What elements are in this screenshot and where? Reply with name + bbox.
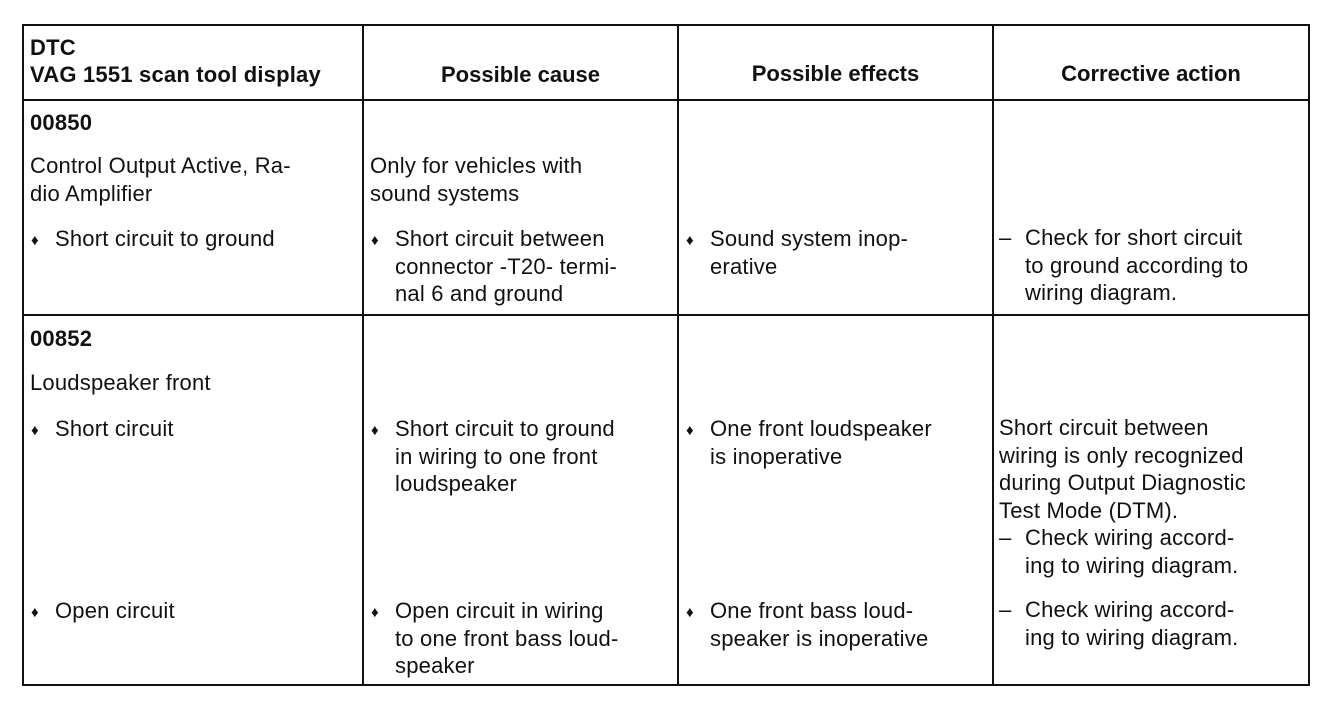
action-note-line: during Output Diagnostic	[999, 470, 1246, 495]
bullet-icon: ♦	[371, 422, 379, 439]
bullet-icon: ♦	[371, 232, 379, 249]
cause-short-circuit-front-speaker	[395, 415, 615, 498]
table-border-bottom	[22, 684, 1310, 686]
dtc-description-00852: Loudspeaker front	[30, 370, 211, 395]
action-line: ing to wiring diagram.	[1025, 552, 1239, 578]
dtc-description-00850	[30, 152, 291, 207]
cause-line: to one front bass loud-	[395, 625, 619, 651]
dtc-symptom-open-circuit: Open circuit	[55, 598, 175, 623]
cause-intro-line1: Only for vehicles with	[370, 153, 583, 178]
cause-line: Short circuit between	[395, 226, 605, 251]
effect-bass-speaker-inoperative	[710, 597, 928, 652]
action-line: wiring diagram.	[1025, 280, 1178, 305]
action-check-wiring	[1025, 524, 1239, 579]
action-note-line: Short circuit between	[999, 415, 1209, 440]
action-line: ing to wiring diagram.	[1025, 624, 1239, 650]
cause-intro-00850	[370, 152, 582, 207]
effect-line: One front bass loud-	[710, 598, 914, 623]
bullet-icon: ♦	[31, 422, 39, 439]
cause-line: in wiring to one front	[395, 443, 598, 469]
effect-line: erative	[710, 253, 778, 279]
header-dtc	[30, 34, 321, 88]
effect-line: is inoperative	[710, 443, 843, 469]
column-divider-1	[362, 24, 364, 686]
cause-intro-line2: sound systems	[370, 180, 520, 206]
column-divider-3	[992, 24, 994, 686]
action-note-dtm	[999, 414, 1246, 524]
header-corrective-action: Corrective action	[1061, 61, 1241, 86]
effect-line: Sound system inop-	[710, 226, 909, 251]
action-line: to ground according to	[1025, 252, 1249, 278]
dtc-code-00850: 00850	[30, 110, 93, 135]
dtc-symptom-short-circuit: Short circuit	[55, 416, 174, 441]
action-note-line: wiring is only recognized	[999, 442, 1244, 468]
column-divider-right	[1308, 24, 1310, 686]
dash-icon: –	[999, 597, 1012, 622]
header-dtc-line1: DTC	[30, 35, 76, 60]
dtc-description-line2: dio Amplifier	[30, 180, 153, 206]
dash-icon: –	[999, 525, 1012, 550]
column-divider-left	[22, 24, 24, 686]
cause-open-circuit-bass-speaker	[395, 597, 619, 680]
cause-line: Open circuit in wiring	[395, 598, 604, 623]
dash-icon: –	[999, 225, 1012, 250]
effect-line: speaker is inoperative	[710, 625, 929, 651]
bullet-icon: ♦	[686, 604, 694, 621]
effect-sound-system-inoperative	[710, 225, 908, 280]
cause-line: connector -T20- termi-	[395, 253, 618, 279]
action-check-wiring-open	[1025, 596, 1239, 651]
cause-line: loudspeaker	[395, 471, 518, 496]
cause-line: Short circuit to ground	[395, 416, 615, 441]
action-line: Check wiring accord-	[1025, 597, 1235, 622]
dtc-symptom-short-to-ground: Short circuit to ground	[55, 226, 275, 251]
group-divider	[22, 314, 1310, 316]
dtc-code-00852: 00852	[30, 326, 93, 351]
dtc-description-line1: Control Output Active, Ra-	[30, 153, 291, 178]
cause-short-to-ground	[395, 225, 617, 308]
effect-front-speaker-inoperative	[710, 415, 932, 470]
action-line: Check for short circuit	[1025, 225, 1243, 250]
action-line: Check wiring accord-	[1025, 525, 1235, 550]
table-border-top	[22, 24, 1310, 26]
column-divider-2	[677, 24, 679, 686]
header-dtc-line2: VAG 1551 scan tool display	[30, 62, 321, 87]
bullet-icon: ♦	[371, 604, 379, 621]
action-check-short-to-ground	[1025, 224, 1248, 307]
bullet-icon: ♦	[31, 232, 39, 249]
cause-line: speaker	[395, 653, 475, 678]
effect-line: One front loudspeaker	[710, 416, 932, 441]
bullet-icon: ♦	[686, 422, 694, 439]
header-possible-cause: Possible cause	[441, 62, 600, 87]
cause-line: nal 6 and ground	[395, 281, 564, 306]
header-divider	[22, 99, 1310, 101]
action-note-line: Test Mode (DTM).	[999, 497, 1179, 523]
bullet-icon: ♦	[686, 232, 694, 249]
header-possible-effects: Possible effects	[751, 61, 920, 86]
bullet-icon: ♦	[31, 604, 39, 621]
